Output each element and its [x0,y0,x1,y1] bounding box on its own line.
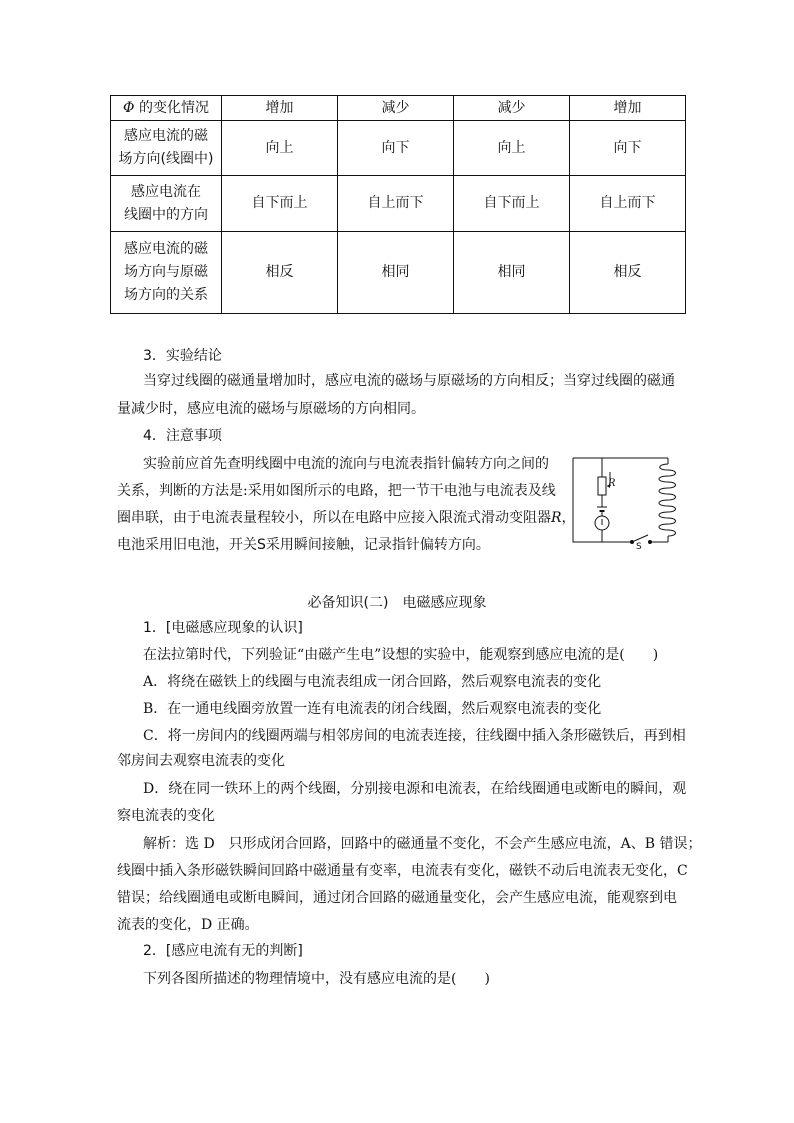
table-cell: 自上而下 [338,176,454,232]
option-c: C．将一房间内的线圈两端与相邻房间的电流表连接，往线圈中插入条形磁铁后，再到相 [143,728,686,744]
section-heading-notes: 4．注意事项 [143,428,222,444]
table-cell: 减少 [338,96,454,121]
section-heading-conclusion: 3．实验结论 [143,348,222,364]
table-cell: 自下而上 [222,176,338,232]
analysis-line: 流表的变化，D 正确。 [117,917,259,933]
table-cell: 向上 [454,121,570,176]
question-1-heading: 1．[电磁感应现象的认识] [143,620,303,636]
table-cell: 向下 [338,121,454,176]
table-cell: 减少 [454,96,570,121]
table-cell: 向上 [222,121,338,176]
circuit-diagram [570,450,690,550]
table-cell: 相反 [222,232,338,314]
label-r: R [608,478,616,489]
row-header: 感应电流在 线圈中的方向 [111,176,222,232]
table-cell: 增加 [222,96,338,121]
option-d: D．绕在同一铁环上的两个线圈，分别接电源和电流表，在给线圈通电或断电的瞬间，观 [143,781,687,797]
experiment-table [110,95,686,314]
question-1-stem: 在法拉第时代，下列验证“由磁产生电”设想的实验中，能观察到感应电流的是( ) [143,647,659,663]
paragraph-line: 圈串联，由于电流表量程较小，所以在电路中应接入限流式滑动变阻器R， [117,510,576,526]
option-a: A．将绕在磁铁上的线圈与电流表组成一闭合回路，然后观察电流表的变化 [143,674,602,690]
option-b: B．在一通电线圈旁放置一连有电流表的闭合线圈，然后观察电流表的变化 [143,701,602,717]
table-cell: 自上而下 [570,176,686,232]
paragraph-line: 实验前应首先查明线圈中电流的流向与电流表指针偏转方向之间的 [143,456,549,472]
paragraph-line: 关系，判断的方法是:采用如图所示的电路，把一节干电池与电流表及线 [117,483,556,499]
paragraph-line: 电池采用旧电池，开关S采用瞬间接触，记录指针偏转方向。 [117,537,490,553]
option-c-cont: 邻房间去观察电流表的变化 [117,753,285,769]
variable-r: R [551,510,562,526]
table-cell: 相同 [338,232,454,314]
phi-symbol: Φ [123,99,135,116]
part-title: 必备知识(二) 电磁感应现象 [307,595,487,611]
table-cell: 向下 [570,121,686,176]
question-2-stem: 下列各图所描述的物理情境中，没有感应电流的是( ) [143,971,490,987]
table-row [111,232,686,314]
variable-s: S [257,537,266,553]
table-cell: 自下而上 [454,176,570,232]
question-2-heading: 2．[感应电流有无的判断] [143,943,303,959]
table-cell: 相同 [454,232,570,314]
paragraph-line: 量减少时，感应电流的磁场与原磁场的方向相同。 [117,401,425,417]
table-cell: 相反 [570,232,686,314]
table-row [111,176,686,232]
table-row [111,96,686,121]
label-s: S [636,542,642,550]
table-cell: 增加 [570,96,686,121]
row-header: Φ 的变化情况 [111,96,222,121]
paragraph-line: 当穿过线圈的磁通量增加时，感应电流的磁场与原磁场的方向相反；当穿过线圈的磁通 [143,373,675,389]
option-d-cont: 察电流表的变化 [117,808,215,824]
row-header: 感应电流的磁 场方向与原磁 场方向的关系 [111,232,222,314]
analysis-line: 错误；给线圈通电或断电瞬间，通过闭合回路的磁通量变化，会产生感应电流，能观察到电 [117,890,677,906]
table-row [111,121,686,176]
analysis-line: 线圈中插入条形磁铁瞬间回路中磁通量有变率，电流表有变化，磁铁不动后电流表无变化，C [117,863,688,879]
analysis-line: 解析：选 D 只形成闭合回路，回路中的磁通量不变化，不会产生感应电流，A、B 错误； [143,836,702,852]
row-header: 感应电流的磁 场方向(线圈中) [111,121,222,176]
